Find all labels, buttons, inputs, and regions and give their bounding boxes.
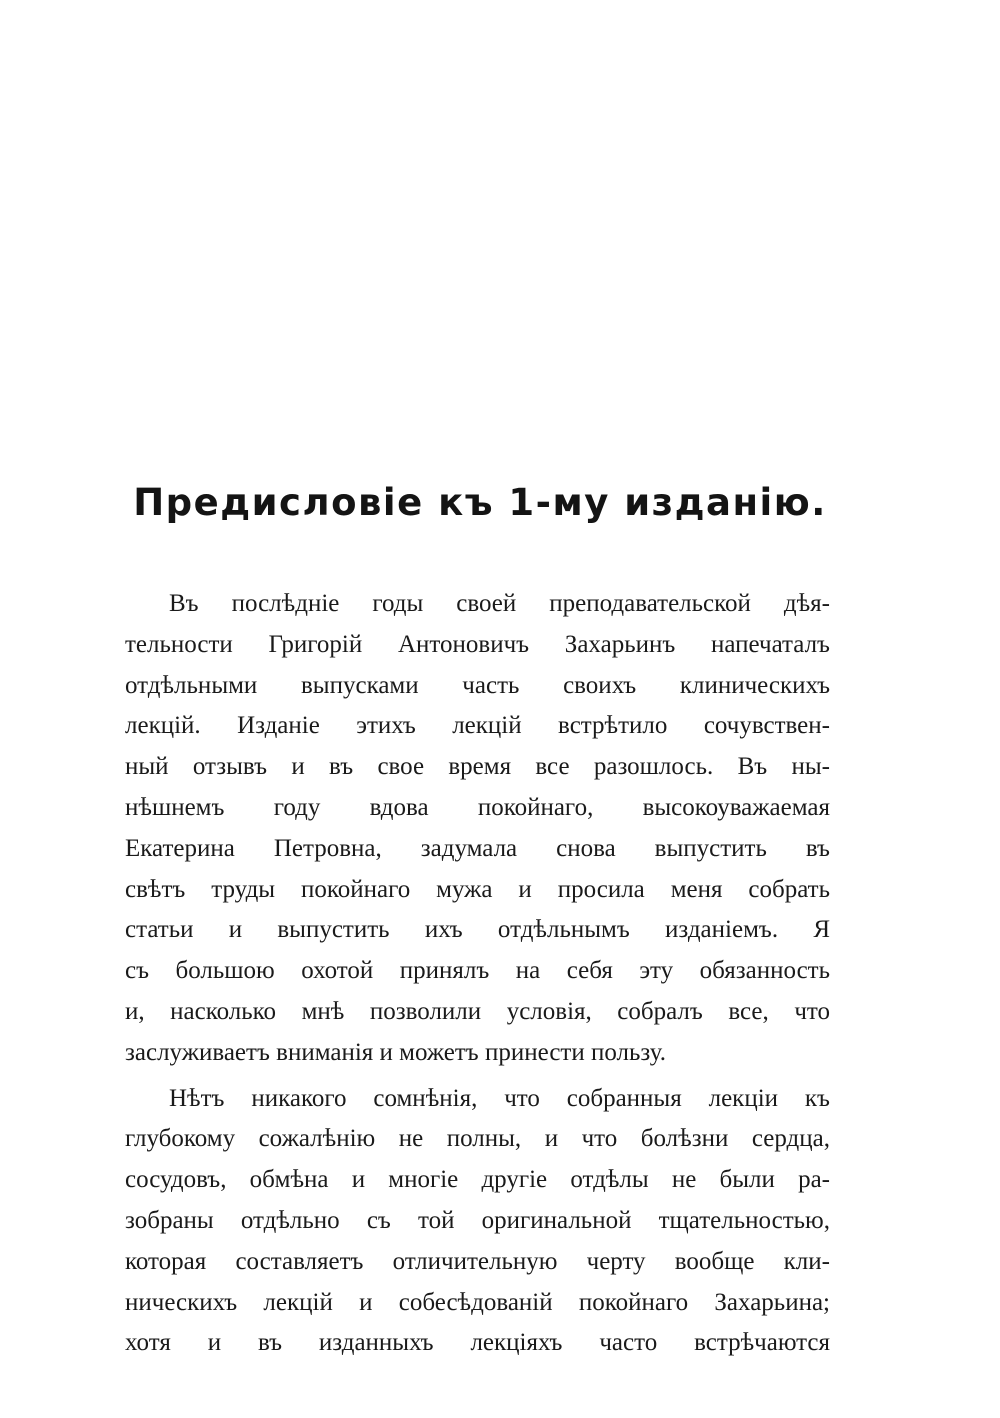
text-line: ный отзывъ и въ свое время все разошлось. Въ ны- (125, 753, 830, 781)
text-line: сосудовъ, обмѣна и многіе другіе отдѣлы не были ра- (125, 1166, 830, 1194)
text-line: зобраны отдѣльно съ той оригинальной тщательностью, (125, 1206, 830, 1234)
text-line: нѣшнемъ году вдова покойнаго, высокоуважаемая (125, 793, 830, 821)
text-line: лекцій. Изданіе этихъ лекцій встрѣтило сочувствен- (125, 712, 830, 740)
text-line: ническихъ лекцій и собесѣдованій покойнаго Захарьина; (125, 1288, 830, 1316)
text-line: Въ послѣдніе годы своей преподавательской дѣя- (169, 590, 830, 617)
text-line: отдѣльными выпусками часть своихъ клиническихъ (125, 671, 830, 699)
paragraph-2 (125, 1079, 830, 1365)
text-line: Екатерина Петровна, задумала снова выпустить въ (125, 834, 830, 862)
text-line: съ большою охотой принялъ на себя эту обязанность (125, 957, 830, 985)
paragraph-1 (125, 584, 830, 1074)
text-line: свѣтъ труды покойнаго мужа и просила меня собрать (125, 875, 830, 903)
text-line: которая составляетъ отличительную черту вообще кли- (125, 1247, 830, 1275)
text-line: глубокому сожалѣнію не полны, и что болѣзни сердца, (125, 1125, 830, 1153)
text-line: и, насколько мнѣ позволили условія, собралъ все, что (125, 997, 830, 1025)
text-line: статьи и выпустить ихъ отдѣльнымъ изданіемъ. Я (125, 916, 830, 944)
preface-body (125, 584, 830, 1364)
preface-heading: Предисловіе къ 1-му изданію. (133, 481, 827, 524)
text-line: Нѣтъ никакого сомнѣнія, что собранныя лекціи къ (169, 1084, 830, 1112)
text-line: заслуживаетъ вниманія и можетъ принести пользу. (125, 1038, 667, 1066)
text-line: хотя и въ изданныхъ лекціяхъ часто встрѣчаются (125, 1329, 830, 1357)
text-line: тельности Григорій Антоновичъ Захарьинъ напечаталъ (125, 630, 830, 658)
